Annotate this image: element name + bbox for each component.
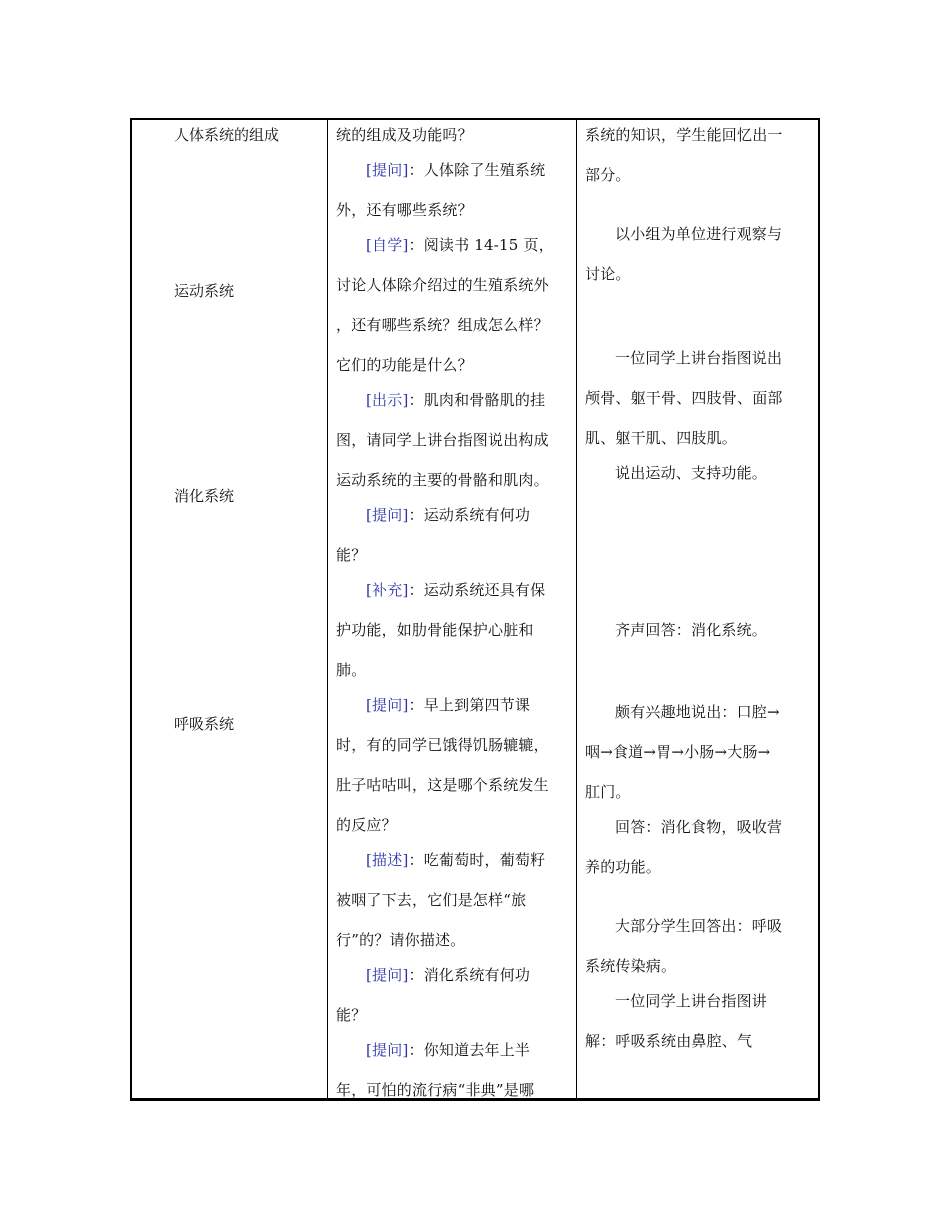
teacher-activity-column bbox=[328, 120, 576, 1098]
text-line: 颅骨、躯干骨、四肢骨、面部 bbox=[585, 389, 783, 407]
text-line: 大部分学生回答出：呼吸 bbox=[615, 917, 783, 935]
text-line: 颇有兴趣地说出：口腔→ bbox=[615, 703, 780, 721]
prompt-tag: [出示] bbox=[366, 391, 409, 409]
text-line bbox=[366, 389, 545, 410]
prompt-tag: [自学] bbox=[366, 236, 409, 254]
prompt-tag: [提问] bbox=[366, 506, 409, 524]
line-text: ：阅读书 14-15 页， bbox=[408, 236, 554, 254]
text-line bbox=[366, 579, 545, 600]
line-text: ：你知道去年上半 bbox=[408, 1041, 531, 1059]
text-line: 它们的功能是什么？ bbox=[336, 356, 473, 374]
text-line: 能？ bbox=[336, 546, 367, 564]
prompt-tag: [提问] bbox=[366, 966, 409, 984]
text-line: 说出运动、支持功能。 bbox=[615, 464, 768, 482]
topic-label: 呼吸系统 bbox=[174, 715, 235, 733]
text-line: 咽→食道→胃→小肠→大肠→ bbox=[585, 743, 771, 761]
text-line: 时，有的同学已饿得饥肠辘辘， bbox=[336, 736, 549, 754]
topic-label: 消化系统 bbox=[174, 487, 235, 505]
line-text: ：运动系统有何功 bbox=[408, 506, 531, 524]
text-line: ，还有哪些系统？组成怎么样？ bbox=[336, 316, 549, 334]
text-line: 讨论。 bbox=[585, 265, 631, 283]
lesson-table bbox=[130, 118, 820, 1101]
text-line: 系统传染病。 bbox=[585, 957, 677, 975]
text-line: 一位同学上讲台指图说出 bbox=[615, 349, 783, 367]
text-line: 运动系统的主要的骨骼和肌肉。 bbox=[336, 471, 549, 489]
text-line: 肺。 bbox=[336, 661, 367, 679]
text-line: 外，还有哪些系统？ bbox=[336, 201, 473, 219]
line-text: ：肌肉和骨骼肌的挂 bbox=[408, 391, 546, 409]
text-line bbox=[366, 849, 545, 870]
prompt-tag: [补充] bbox=[366, 581, 409, 599]
student-activity-column bbox=[577, 120, 818, 1098]
text-line: 护功能，如肋骨能保护心脏和 bbox=[336, 621, 534, 639]
text-line: 被咽了下去，它们是怎样“旅 bbox=[336, 891, 527, 909]
text-line: 养的功能。 bbox=[585, 858, 662, 876]
prompt-tag: [提问] bbox=[366, 1041, 409, 1059]
topic-label: 人体系统的组成 bbox=[174, 126, 280, 144]
text-line: 能？ bbox=[336, 1006, 367, 1024]
text-line: 的反应？ bbox=[336, 816, 397, 834]
text-line: 统的组成及功能吗？ bbox=[336, 126, 473, 144]
text-line: 肚子咕咕叫，这是哪个系统发生 bbox=[336, 776, 549, 794]
text-line: 一位同学上讲台指图讲 bbox=[615, 992, 768, 1010]
line-text: ：运动系统还具有保 bbox=[408, 581, 546, 599]
text-line: 行”的？请你描述。 bbox=[336, 931, 466, 949]
text-line: 图，请同学上讲台指图说出构成 bbox=[336, 431, 549, 449]
line-text: ：消化系统有何功 bbox=[408, 966, 531, 984]
text-line: 以小组为单位进行观察与 bbox=[615, 225, 783, 243]
content-column bbox=[132, 120, 327, 1098]
text-line: 齐声回答：消化系统。 bbox=[615, 621, 768, 639]
text-line bbox=[366, 964, 530, 985]
text-line bbox=[366, 234, 554, 255]
prompt-tag: [描述] bbox=[366, 851, 409, 869]
prompt-tag: [提问] bbox=[366, 696, 409, 714]
topic-label: 运动系统 bbox=[174, 282, 235, 300]
text-line: 解：呼吸系统由鼻腔、气 bbox=[585, 1032, 753, 1050]
text-line bbox=[366, 504, 530, 525]
line-text: ：早上到第四节课 bbox=[408, 696, 531, 714]
text-line: 肌、躯干肌、四肢肌。 bbox=[585, 429, 738, 447]
text-line: 系统的知识，学生能回忆出一 bbox=[585, 126, 783, 144]
text-line: 回答：消化食物，吸收营 bbox=[615, 818, 783, 836]
text-line bbox=[366, 694, 530, 715]
line-text: ：人体除了生殖系统 bbox=[408, 161, 546, 179]
prompt-tag: [提问] bbox=[366, 161, 409, 179]
text-line: 部分。 bbox=[585, 166, 631, 184]
line-text: ：吃葡萄时，葡萄籽 bbox=[408, 851, 546, 869]
text-line bbox=[366, 159, 545, 180]
text-line: 讨论人体除介绍过的生殖系统外 bbox=[336, 276, 549, 294]
text-line: 肛门。 bbox=[585, 783, 631, 801]
text-line bbox=[366, 1039, 530, 1060]
text-line: 年，可怕的流行病“非典”是哪 bbox=[336, 1081, 535, 1099]
